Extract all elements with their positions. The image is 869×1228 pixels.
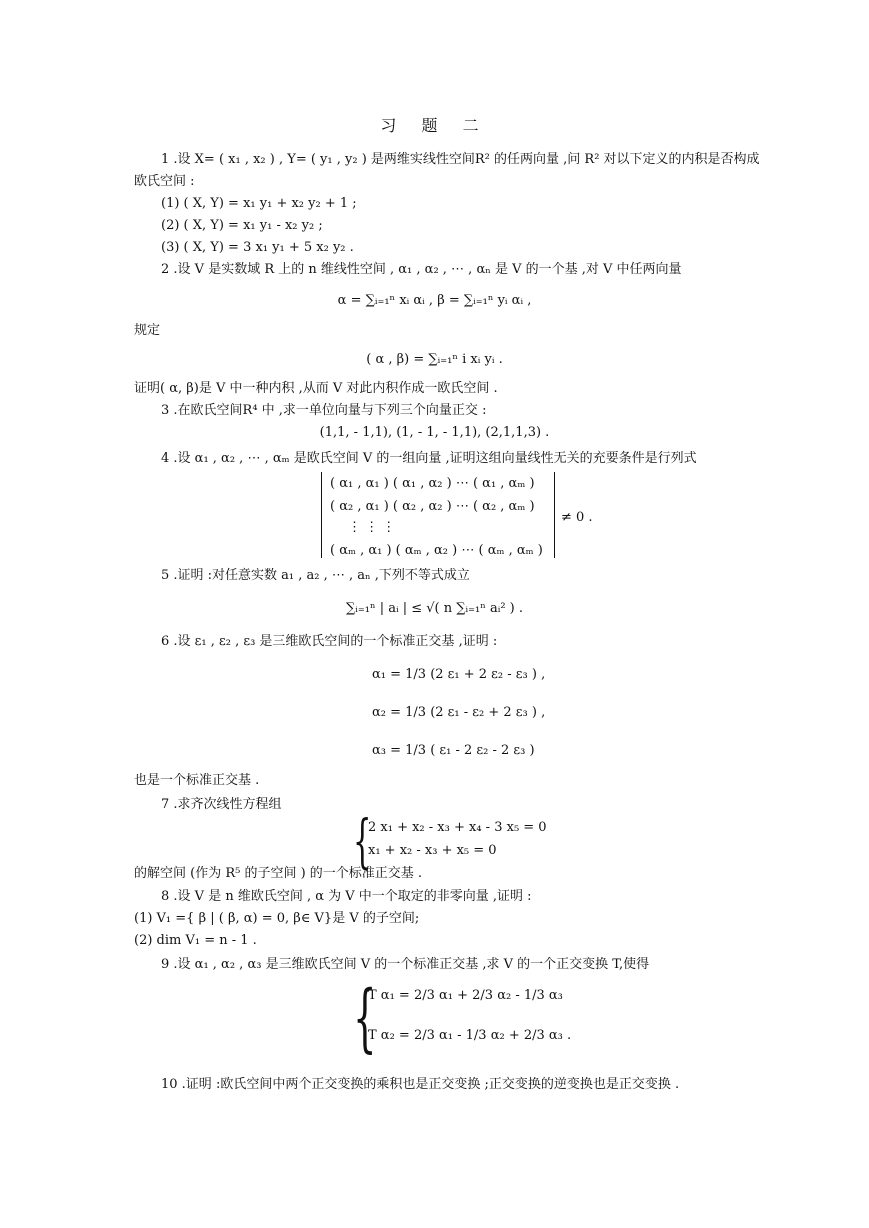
problem-6-conclusion: 也是一个标准正交基 . [134, 773, 260, 788]
problem-9-text: 9 .设 α₁ , α₂ , α₃ 是三维欧氏空间 V 的一个标准正交基 ,求 V 的一个正交变换 T,使得 [161, 957, 650, 972]
determinant-row-1: ( α₁ , α₁ ) ( α₁ , α₂ ) ⋯ ( α₁ , αₘ ) [330, 476, 535, 491]
determinant-row-4: ( αₘ , α₁ ) ( αₘ , α₂ ) ⋯ ( αₘ , αₘ ) [330, 543, 543, 558]
problem-2-formula-vectors: α = ∑ᵢ₌₁ⁿ xᵢ αᵢ , β = ∑ᵢ₌₁ⁿ yᵢ αᵢ , [337, 293, 532, 308]
problem-8-item-1: (1) V₁ ={ β | ( β, α) = 0, β∈ V}是 V 的子空间; [134, 911, 420, 926]
equation-1: 2 x₁ + x₂ - x₃ + x₄ - 3 x₅ = 0 [368, 820, 547, 835]
equation-2: x₁ + x₂ - x₃ + x₅ = 0 [368, 843, 497, 858]
problem-3-vectors: (1,1, - 1,1), (1, - 1, - 1,1), (2,1,1,3) . [319, 425, 550, 440]
problem-1-text-cont: 欧氏空间 : [134, 174, 195, 189]
determinant-not-zero: ≠ 0 . [561, 510, 593, 525]
problem-8-text: 8 .设 V 是 n 维欧氏空间 , α 为 V 中一个取定的非零向量 ,证明 : [161, 889, 532, 904]
problem-7-text: 7 .求齐次线性方程组 [161, 797, 282, 812]
problem-10-text: 10 .证明 :欧氏空间中两个正交变换的乘积也是正交变换 ;正交变换的逆变换也是正交变换 . [161, 1077, 680, 1092]
determinant-row-3: ⋮ ⋮ ⋮ [348, 520, 396, 535]
problem-1-item-1: (1) ( X, Y) = x₁ y₁ + x₂ y₂ + 1 ; [161, 196, 357, 211]
problem-6-text: 6 .设 ε₁ , ε₂ , ε₃ 是三维欧氏空间的一个标准正交基 ,证明 : [161, 634, 498, 649]
problem-6-alpha-1: α₁ = 1/3 (2 ε₁ + 2 ε₂ - ε₃ ) , [372, 667, 546, 682]
transform-system-brace: { [353, 975, 377, 1061]
problem-4-text: 4 .设 α₁ , α₂ , ⋯ , αₘ 是欧氏空间 V 的一组向量 ,证明这组向量线性无关的充要条件是行列式 [161, 451, 697, 466]
problem-3-text: 3 .在欧氏空间R⁴ 中 ,求一单位向量与下列三个向量正交 : [161, 403, 487, 418]
system-brace: { [353, 807, 372, 875]
problem-7-conclusion: 的解空间 (作为 R⁵ 的子空间 ) 的一个标准正交基 . [134, 866, 423, 881]
transform-equation-2: T α₂ = 2/3 α₁ - 1/3 α₂ + 2/3 α₃ . [368, 1028, 572, 1043]
problem-2-text-cont: 规定 [134, 323, 161, 338]
problem-1-text: 1 .设 X= ( x₁ , x₂ ) , Y= ( y₁ , y₂ ) 是两维实线性空间R² 的任两向量 ,问 R² 对以下定义的内积是否构成 [161, 152, 760, 167]
problem-6-alpha-2: α₂ = 1/3 (2 ε₁ - ε₂ + 2 ε₃ ) , [372, 705, 546, 720]
page-title: 习 题 二 [380, 116, 489, 135]
problem-2-conclusion: 证明( α, β)是 V 中一种内积 ,从而 V 对此内积作成一欧氏空间 . [134, 381, 498, 396]
problem-5-inequality: ∑ᵢ₌₁ⁿ | aᵢ | ≤ √( n ∑ᵢ₌₁ⁿ aᵢ² ) . [345, 601, 524, 616]
problem-1-item-2: (2) ( X, Y) = x₁ y₁ - x₂ y₂ ; [161, 218, 323, 233]
problem-5-text: 5 .证明 :对任意实数 a₁ , a₂ , ⋯ , aₙ ,下列不等式成立 [161, 568, 470, 583]
problem-1-item-3: (3) ( X, Y) = 3 x₁ y₁ + 5 x₂ y₂ . [161, 240, 354, 255]
problem-6-alpha-3: α₃ = 1/3 ( ε₁ - 2 ε₂ - 2 ε₃ ) [372, 743, 535, 758]
problem-2-formula-inner-product: ( α , β) = ∑ᵢ₌₁ⁿ i xᵢ yᵢ . [366, 352, 503, 367]
problem-8-item-2: (2) dim V₁ = n - 1 . [134, 933, 257, 948]
problem-2-text: 2 .设 V 是实数域 R 上的 n 维线性空间 , α₁ , α₂ , ⋯ , αₙ 是 V 的一个基 ,对 V 中任两向量 [161, 262, 682, 277]
transform-equation-1: T α₁ = 2/3 α₁ + 2/3 α₂ - 1/3 α₃ [368, 988, 563, 1003]
determinant-row-2: ( α₂ , α₁ ) ( α₂ , α₂ ) ⋯ ( α₂ , αₘ ) [330, 499, 535, 514]
